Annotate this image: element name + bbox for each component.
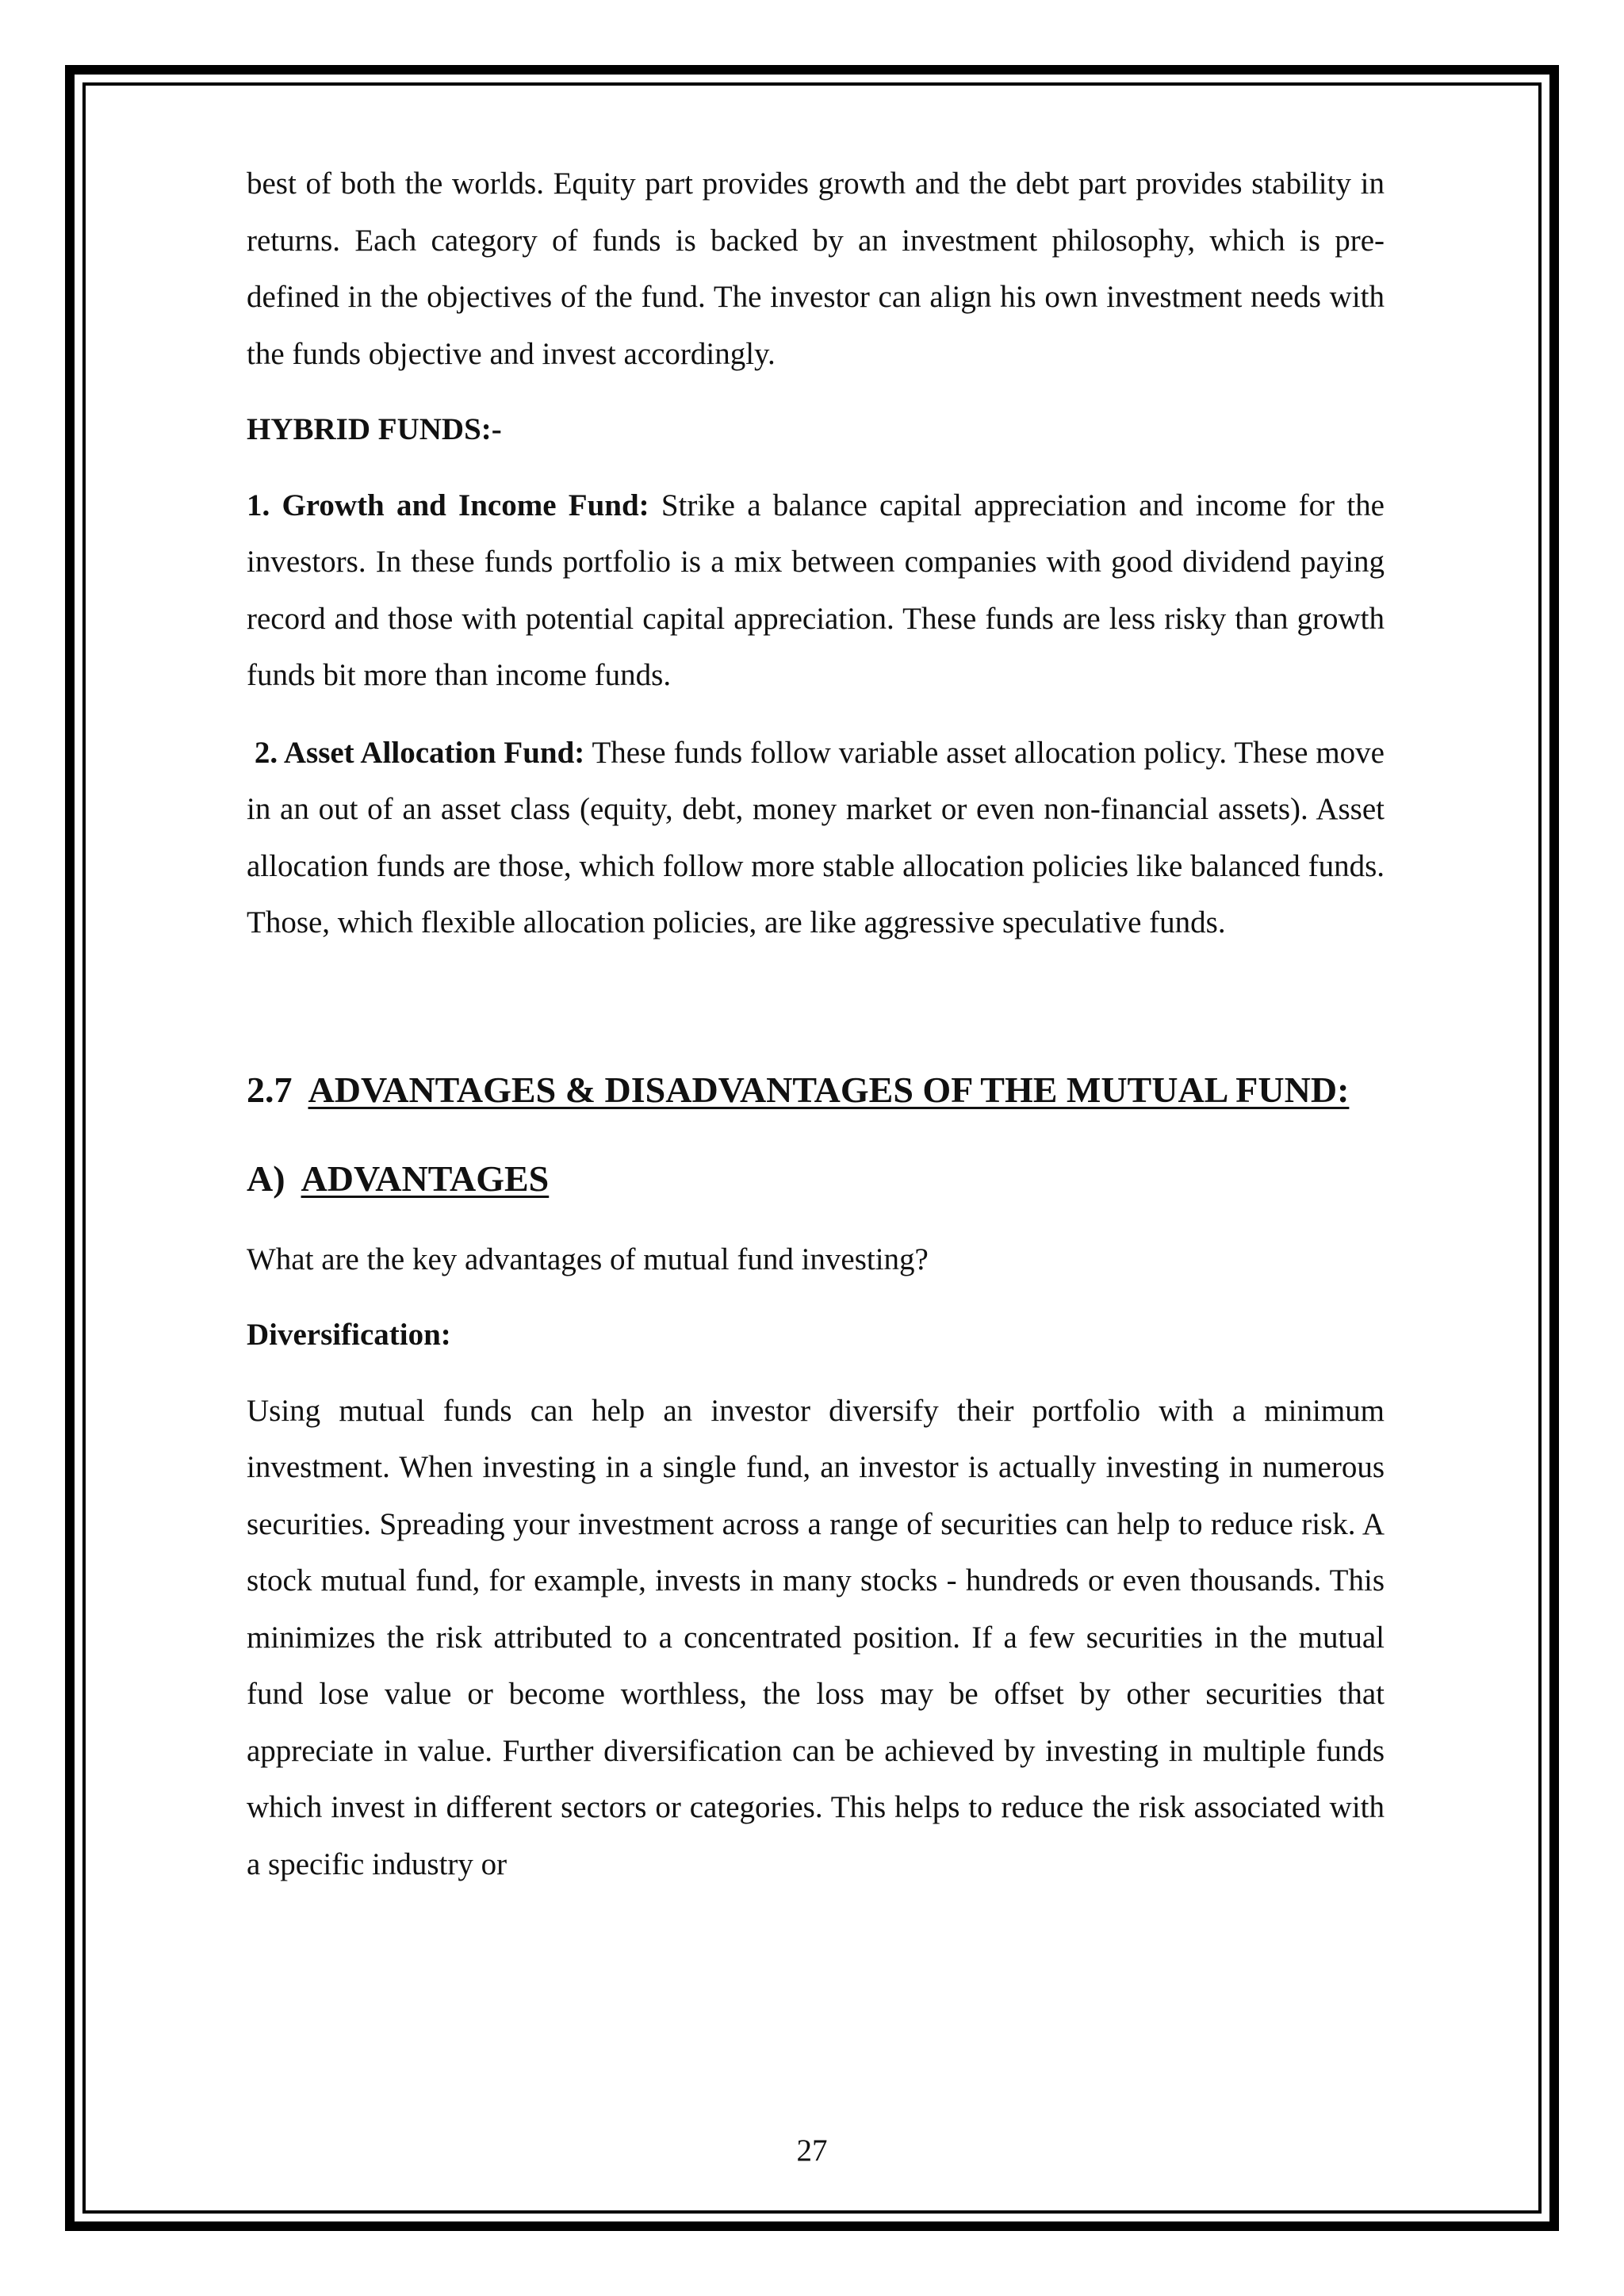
diversification-paragraph: Using mutual funds can help an investor diversify their portfolio with a minimum investment. When investing in a single fund, an investor is actually investing in numerous securities. Spreading your investment across a range of securities can help to reduce risk. A stock mutual fund, for example, invests in many stocks - hundreds or even thousands. This minimizes the risk attributed to a concentrated position. If a few securities in the mutual fund lose value or become worthless, the loss may be offset by other securities that appreciate in value. Further diversification can be achieved by investing in multiple funds which invest in different sectors or categories. This helps to reduce the risk associated with a specific industry or: [247, 1393, 1385, 1881]
diversification-heading: Diversification:: [247, 1318, 451, 1352]
page-content: [247, 155, 1385, 1892]
growth-income-fund-paragraph: [247, 477, 1385, 704]
intro-paragraph: best of both the worlds. Equity part provides growth and the debt part provides stability in returns. Each category of funds is backed by an investment philosophy, which is pre-defined in the objectives of the fund. The investor can align his own investment needs with the funds objective and invest accordingly.: [247, 166, 1385, 371]
asset-allocation-fund-label: 2. Asset Allocation Fund:: [254, 735, 585, 770]
section-title: ADVANTAGES & DISADVANTAGES OF THE MUTUAL FUND:: [308, 1069, 1350, 1110]
asset-allocation-fund-paragraph: [247, 725, 1385, 951]
subsection-letter: A): [247, 1158, 285, 1199]
question-text: What are the key advantages of mutual fund investing?: [247, 1242, 929, 1276]
section-heading: [247, 1057, 1385, 1123]
growth-income-fund-text: Strike a balance capital appreciation and income for the investors. In these funds portfolio is a mix between companies with good dividend paying record and those with potential capital appreciation. These funds are less risky than growth funds bit more than income funds.: [247, 488, 1385, 692]
section-number: 2.7: [247, 1069, 293, 1110]
hybrid-funds-heading: HYBRID FUNDS:-: [247, 412, 502, 446]
asset-allocation-fund-text: These funds follow variable asset allocation policy. These move in an out of an asset class (equity, debt, money market or even non-financial assets). Asset allocation funds are those, which follow more stable allocation policies like balanced funds. Those, which flexible allocation policies, are like aggressive speculative funds.: [247, 735, 1385, 939]
subsection-heading: [247, 1146, 1385, 1212]
page-number: 27: [796, 2133, 828, 2168]
subsection-title: ADVANTAGES: [301, 1158, 550, 1199]
growth-income-fund-label: 1. Growth and Income Fund:: [247, 488, 649, 522]
